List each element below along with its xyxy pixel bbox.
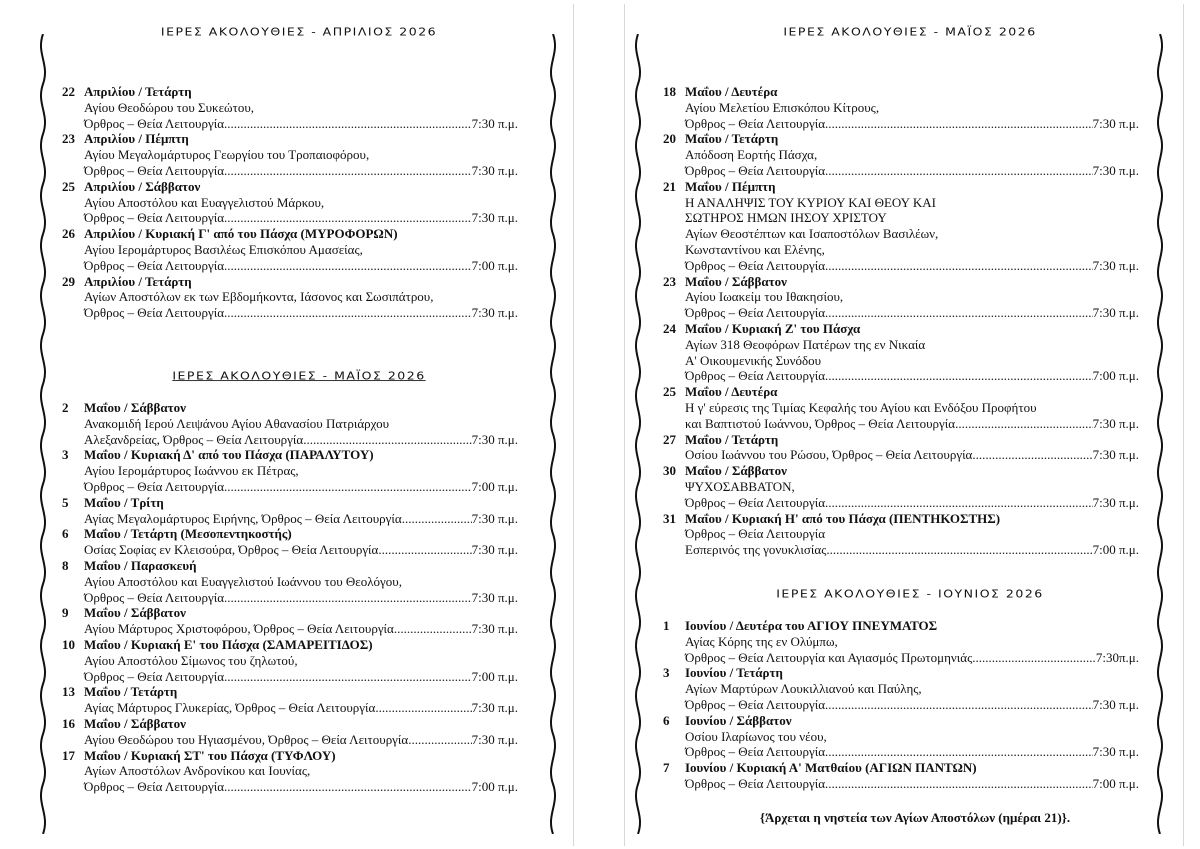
entry-day-number: 31 — [663, 510, 676, 526]
entry-time: 7:30 π.μ. — [1092, 415, 1139, 431]
entry-day-number: 13 — [62, 684, 75, 700]
entry-service-line — [62, 542, 518, 558]
entry-service-line — [663, 697, 1139, 713]
entry-date: Ιουνίου / Σάββατον — [685, 712, 792, 728]
schedule-entry — [62, 226, 518, 273]
entry-day-number: 30 — [663, 463, 676, 479]
entry-service: Όρθρος – Θεία Λειτουργία — [84, 115, 225, 131]
entry-time: 7:30 π.μ. — [471, 115, 518, 131]
schedule-entry — [663, 179, 1139, 274]
entry-service-line — [663, 650, 1139, 666]
schedule-entry — [663, 432, 1139, 464]
entry-service-line — [663, 744, 1139, 760]
entry-service: Αλεξανδρείας, Όρθρος – Θεία Λειτουργία — [84, 431, 304, 447]
entry-service: Όρθρος – Θεία Λειτουργία και Αγιασμός Πρωτομηνιάς — [685, 649, 973, 665]
entry-time: 7:30 π.μ. — [1092, 494, 1139, 510]
entry-description: ΨΥΧΟΣΑΒΒΑΤΟΝ, — [685, 478, 795, 494]
schedule-entry — [62, 637, 518, 684]
entry-service-line — [663, 258, 1139, 274]
header-may-left: ΙΕΡΕΣ ΑΚΟΛΟΥΘΙΕΣ - ΜΑΪΟΣ 2026 — [172, 369, 426, 382]
schedule-entry — [663, 665, 1139, 712]
entry-date: Μαΐου / Σάββατον — [84, 715, 186, 731]
entry-description: Αγίου Μεγαλομάρτυρος Γεωργίου του Τροπαιοφόρου, — [84, 147, 370, 163]
entry-time: 7:00 π.μ. — [471, 779, 518, 795]
entry-day-number: 17 — [62, 747, 75, 763]
schedule-entry — [62, 558, 518, 605]
dot-leader — [825, 305, 1093, 321]
entry-description: Όρθρος – Θεία Λειτουργία — [685, 526, 826, 542]
entry-time: 7:00 π.μ. — [1092, 368, 1139, 384]
entry-service-line — [62, 116, 518, 132]
entry-date: Μαΐου / Τετάρτη — [685, 431, 779, 447]
entry-date: Μαΐου / Σάββατον — [685, 273, 787, 289]
entry-time: 7:30 π.μ. — [1092, 257, 1139, 273]
entry-service: Αγίου Θεοδώρου του Ηγιασμένου, Όρθρος – Θεία Λειτουργία — [84, 731, 409, 747]
schedule-entry — [663, 713, 1139, 760]
entry-service-line — [62, 779, 518, 795]
entry-time: 7:30 π.μ. — [1092, 744, 1139, 760]
dot-leader — [303, 432, 471, 448]
entry-date: Απριλίου / Τετάρτη — [84, 84, 192, 99]
entry-service: Όρθρος – Θεία Λειτουργία — [84, 257, 225, 273]
entry-service-line — [663, 776, 1139, 792]
dot-leader — [224, 305, 472, 321]
dot-leader — [224, 590, 472, 606]
schedule-entry — [663, 760, 1139, 792]
entry-date: Μαΐου / Κυριακή Ζ' του Πάσχα — [685, 320, 861, 336]
entry-description: Αγίου Αποστόλου και Ευαγγελιστού Ιωάννου του Θεολόγου, — [84, 573, 402, 589]
entry-day-number: 1 — [663, 618, 670, 633]
entry-service-line — [62, 479, 518, 495]
entry-service: Όρθρος – Θεία Λειτουργία — [84, 478, 225, 494]
schedule-entry — [62, 400, 518, 447]
entry-description: Αγίου Ιωακείμ του Ιθακησίου, — [685, 289, 844, 305]
entry-description: Ανακομιδή Ιερού Λειψάνου Αγίου Αθανασίου Πατριάρχου — [84, 415, 390, 431]
dot-leader — [224, 479, 472, 495]
entry-time: 7:00 π.μ. — [471, 478, 518, 494]
entry-date: Μαΐου / Κυριακή Ε' του Πάσχα (ΣΑΜΑΡΕΙΤΙΔΟΣ) — [84, 636, 373, 652]
schedule-entry — [663, 463, 1139, 510]
dot-leader — [408, 732, 471, 748]
entry-time: 7:30 π.μ. — [471, 621, 518, 637]
vine-border-right-icon — [1153, 34, 1167, 834]
entry-time: 7:00 π.μ. — [471, 257, 518, 273]
entry-description: ΣΩΤΗΡΟΣ ΗΜΩΝ ΙΗΣΟΥ ΧΡΙΣΤΟΥ — [685, 210, 887, 226]
entry-date: Μαΐου / Δευτέρα — [685, 84, 778, 99]
dot-leader — [224, 258, 472, 274]
entry-service-line — [663, 447, 1139, 463]
entry-service: Όρθρος – Θεία Λειτουργία — [685, 162, 826, 178]
dot-leader — [825, 495, 1093, 511]
entries-april — [62, 84, 518, 321]
entry-description: Οσίου Ιλαρίωνος του νέου, — [685, 728, 827, 744]
entry-day-number: 3 — [663, 665, 670, 681]
entry-day-number: 6 — [62, 526, 69, 542]
dot-leader — [224, 116, 472, 132]
entry-time: 7:30π.μ. — [1095, 649, 1139, 665]
entry-time: 7:00 π.μ. — [1092, 542, 1139, 558]
entry-day-number: 23 — [663, 273, 676, 289]
entry-date: Απριλίου / Σάββατον — [84, 178, 201, 194]
entry-day-number: 29 — [62, 273, 75, 289]
schedule-entry — [62, 716, 518, 748]
entry-date: Μαΐου / Τετάρτη — [84, 684, 178, 700]
schedule-entry — [62, 447, 518, 494]
entry-date: Μαΐου / Τετάρτη (Μεσοπεντηκοστής) — [84, 526, 292, 542]
entry-service-line — [62, 700, 518, 716]
entry-service: και Βαπτιστού Ιωάννου, Όρθρος – Θεία Λειτουργία — [685, 415, 956, 431]
entry-day-number: 5 — [62, 494, 69, 510]
entries-may-right — [663, 84, 1139, 558]
entry-service: Όρθρος – Θεία Λειτουργία — [84, 305, 225, 321]
entry-day-number: 26 — [62, 226, 75, 242]
schedule-entry — [62, 495, 518, 527]
entry-description: Αγίων Θεοστέπτων και Ισαποστόλων Βασιλέων, — [685, 226, 939, 242]
entry-service: Εσπερινός της γονυκλισίας — [685, 542, 827, 558]
entry-date: Μαΐου / Τετάρτη — [685, 131, 779, 147]
entries-june — [663, 618, 1139, 792]
entry-description: Αγίου Αποστόλου και Ευαγγελιστού Μάρκου, — [84, 194, 325, 210]
vine-border-left-icon — [36, 34, 50, 834]
entry-day-number: 16 — [62, 715, 75, 731]
entry-day-number: 6 — [663, 712, 670, 728]
dot-leader — [825, 776, 1093, 792]
entry-day-number: 25 — [62, 178, 75, 194]
entry-time: 7:30 π.μ. — [471, 731, 518, 747]
entry-time: 7:30 π.μ. — [1092, 115, 1139, 131]
entry-time: 7:30 π.μ. — [1092, 696, 1139, 712]
entry-service-line — [663, 495, 1139, 511]
dot-leader — [394, 621, 472, 637]
schedule-entry — [663, 321, 1139, 384]
entry-time: 7:30 π.μ. — [471, 510, 518, 526]
entry-description: Αγίας Κόρης της εν Ολύμπω, — [685, 633, 838, 649]
entry-service: Όρθρος – Θεία Λειτουργία — [685, 115, 826, 131]
entry-service-line — [663, 368, 1139, 384]
header-may-right: ΙΕΡΕΣ ΑΚΟΛΟΥΘΙΕΣ - ΜΑΪΟΣ 2026 — [783, 25, 1037, 38]
entry-date: Απριλίου / Πέμπτη — [84, 131, 189, 147]
entry-date: Απριλίου / Τετάρτη — [84, 273, 192, 289]
entry-service: Όρθρος – Θεία Λειτουργία — [685, 257, 826, 273]
dot-leader — [825, 697, 1093, 713]
entry-time: 7:00 π.μ. — [471, 668, 518, 684]
entry-time: 7:30 π.μ. — [471, 589, 518, 605]
entry-time: 7:30 π.μ. — [471, 431, 518, 447]
entry-date: Μαΐου / Σάββατον — [84, 400, 186, 415]
entry-service-line — [62, 621, 518, 637]
entry-date: Μαΐου / Κυριακή Δ' από του Πάσχα (ΠΑΡΑΛΥΤΟΥ) — [84, 447, 374, 463]
entry-day-number: 23 — [62, 131, 75, 147]
dot-leader — [825, 744, 1093, 760]
entry-service-line — [663, 305, 1139, 321]
header-june: ΙΕΡΕΣ ΑΚΟΛΟΥΘΙΕΣ - ΙΟΥΝΙΟΣ 2026 — [776, 587, 1044, 600]
entry-day-number: 22 — [62, 84, 75, 99]
header-april: ΙΕΡΕΣ ΑΚΟΛΟΥΘΙΕΣ - ΑΠΡΙΛΙΟΣ 2026 — [160, 25, 438, 38]
schedule-entry — [62, 179, 518, 226]
entry-service: Οσίου Ιωάννου του Ρώσου, Όρθρος – Θεία Λειτουργία — [685, 447, 973, 463]
entry-service: Όρθρος – Θεία Λειτουργία — [84, 589, 225, 605]
entry-service: Όρθρος – Θεία Λειτουργία — [685, 744, 826, 760]
dot-leader — [224, 163, 472, 179]
dot-leader — [378, 542, 471, 558]
schedule-entry — [663, 618, 1139, 665]
entry-service: Όρθρος – Θεία Λειτουργία — [685, 696, 826, 712]
page-right — [624, 4, 1184, 846]
schedule-entry — [663, 131, 1139, 178]
entry-time: 7:30 π.μ. — [471, 210, 518, 226]
entry-service: Όρθρος – Θεία Λειτουργία — [685, 775, 826, 791]
entry-day-number: 27 — [663, 431, 676, 447]
entry-time: 7:30 π.μ. — [1092, 162, 1139, 178]
vine-border-right-icon — [546, 34, 560, 834]
entry-description: Αγίου Μελετίου Επισκόπου Κίτρους, — [685, 99, 880, 115]
entry-service-line — [62, 590, 518, 606]
entry-day-number: 24 — [663, 320, 676, 336]
entry-service: Όρθρος – Θεία Λειτουργία — [84, 162, 225, 178]
entry-description: Αγίου Θεοδώρου του Συκεώτου, — [84, 99, 255, 115]
entry-service: Όρθρος – Θεία Λειτουργία — [685, 368, 826, 384]
entry-service: Όρθρος – Θεία Λειτουργία — [685, 494, 826, 510]
entry-day-number: 3 — [62, 447, 69, 463]
entry-time: 7:00 π.μ. — [1092, 775, 1139, 791]
dot-leader — [955, 416, 1093, 432]
entry-service-line — [663, 116, 1139, 132]
schedule-entry — [62, 526, 518, 558]
entry-date: Ιουνίου / Κυριακή Α' Ματθαίου (ΑΓΙΩΝ ΠΑΝΤΩΝ) — [685, 760, 977, 776]
entry-service-line — [62, 210, 518, 226]
entry-day-number: 20 — [663, 131, 676, 147]
entry-date: Απριλίου / Κυριακή Γ' από του Πάσχα (ΜΥΡΟΦΟΡΩΝ) — [84, 226, 398, 242]
schedule-entry — [62, 84, 518, 131]
dot-leader — [224, 669, 472, 685]
entry-service-line — [62, 669, 518, 685]
entry-date: Ιουνίου / Δευτέρα του ΑΓΙΟΥ ΠΝΕΥΜΑΤΟΣ — [685, 618, 938, 633]
vine-border-left-icon — [631, 34, 645, 834]
entry-service: Όρθρος – Θεία Λειτουργία — [84, 210, 225, 226]
dot-leader — [825, 163, 1093, 179]
dot-leader — [224, 210, 472, 226]
entry-service: Οσίας Σοφίας εν Κλεισούρα, Όρθρος – Θεία Λειτουργία — [84, 542, 379, 558]
entry-day-number: 2 — [62, 400, 69, 415]
entry-description: Αγίων Αποστόλων εκ των Εβδομήκοντα, Ιάσονος και Σωσιπάτρου, — [84, 289, 434, 305]
entry-service-line — [62, 163, 518, 179]
entry-service-line — [62, 432, 518, 448]
entry-service-line — [62, 732, 518, 748]
entry-day-number: 8 — [62, 557, 69, 573]
entry-time: 7:30 π.μ. — [471, 162, 518, 178]
entry-service-line — [663, 542, 1139, 558]
entry-description: Αγίων Αποστόλων Ανδρονίκου και Ιουνίας, — [84, 763, 311, 779]
schedule-entry — [663, 84, 1139, 131]
entry-date: Μαΐου / Παρασκευή — [84, 557, 197, 573]
schedule-entry — [663, 274, 1139, 321]
dot-leader — [826, 542, 1092, 558]
entry-description: Αγίου Ιερομάρτυρος Βασιλέως Επισκόπου Αμασείας, — [84, 241, 363, 257]
entry-date: Μαΐου / Δευτέρα — [685, 384, 778, 400]
dot-leader — [825, 368, 1093, 384]
schedule-entry — [62, 605, 518, 637]
entry-description: Α' Οικουμενικής Συνόδου — [685, 352, 822, 368]
fast-note: {Άρχεται η νηστεία των Αγίων Αποστόλων (ημέραι 21)}. — [759, 810, 1071, 825]
entry-time: 7:30 π.μ. — [1092, 447, 1139, 463]
entry-service-line — [62, 258, 518, 274]
schedule-entry — [62, 748, 518, 795]
dot-leader — [375, 700, 471, 716]
entry-service-line — [62, 511, 518, 527]
entry-service-line — [663, 163, 1139, 179]
entry-description: Αγίου Αποστόλου Σίμωνος του ζηλωτού, — [84, 652, 298, 668]
schedule-entry — [62, 684, 518, 716]
entry-date: Μαΐου / Σάββατον — [685, 463, 787, 479]
entry-date: Μαΐου / Πέμπτη — [685, 178, 776, 194]
dot-leader — [825, 258, 1093, 274]
entry-time: 7:30 π.μ. — [471, 700, 518, 716]
entry-description: Αγίων Μαρτύρων Λουκιλλιανού και Παύλης, — [685, 681, 922, 697]
dot-leader — [972, 447, 1092, 463]
entry-description: Αγίου Ιερομάρτυρος Ιωάννου εκ Πέτρας, — [84, 463, 299, 479]
entry-service: Όρθρος – Θεία Λειτουργία — [84, 779, 225, 795]
schedule-entry — [62, 131, 518, 178]
schedule-entry — [62, 274, 518, 321]
entry-service-line — [663, 416, 1139, 432]
page-left — [14, 4, 574, 846]
entry-time: 7:30 π.μ. — [471, 542, 518, 558]
entry-date: Ιουνίου / Τετάρτη — [685, 665, 783, 681]
entry-date: Μαΐου / Κυριακή Η' από του Πάσχα (ΠΕΝΤΗΚΟΣΤΗΣ) — [685, 510, 1001, 526]
entry-service: Αγίου Μάρτυρος Χριστοφόρου, Όρθρος – Θεία Λειτουργία — [84, 621, 394, 637]
entry-description: Αγίων 318 Θεοφόρων Πατέρων της εν Νικαία — [685, 336, 926, 352]
entry-date: Μαΐου / Σάββατον — [84, 605, 186, 621]
entry-description: Η ΑΝΑΛΗΨΙΣ ΤΟΥ ΚΥΡΙΟΥ ΚΑΙ ΘΕΟΥ ΚΑΙ — [685, 194, 936, 210]
schedule-entry — [663, 511, 1139, 558]
entry-date: Μαΐου / Τρίτη — [84, 494, 164, 510]
dot-leader — [972, 650, 1096, 666]
entry-service: Αγίας Μεγαλομάρτυρος Ειρήνης, Όρθρος – Θεία Λειτουργία — [84, 510, 402, 526]
entry-day-number: 7 — [663, 760, 670, 776]
dot-leader — [224, 779, 472, 795]
entry-date: Μαΐου / Κυριακή ΣΤ' του Πάσχα (ΤΥΦΛΟΥ) — [84, 747, 336, 763]
entry-day-number: 9 — [62, 605, 69, 621]
entry-service: Όρθρος – Θεία Λειτουργία — [685, 305, 826, 321]
entry-time: 7:30 π.μ. — [471, 305, 518, 321]
entry-day-number: 21 — [663, 178, 676, 194]
entry-service: Αγίας Μάρτυρος Γλυκερίας, Όρθρος – Θεία Λειτουργία — [84, 700, 376, 716]
entry-day-number: 18 — [663, 84, 676, 99]
entry-time: 7:30 π.μ. — [1092, 305, 1139, 321]
entry-service-line — [62, 305, 518, 321]
entries-may-left — [62, 400, 518, 795]
entry-description: Απόδοση Εορτής Πάσχα, — [685, 147, 818, 163]
entry-description: Κωνσταντίνου και Ελένης, — [685, 241, 825, 257]
schedule-entry — [663, 384, 1139, 431]
entry-description: Η γ' εύρεσις της Τιμίας Κεφαλής του Αγίου και Ενδόξου Προφήτου — [685, 399, 1037, 415]
entry-day-number: 25 — [663, 384, 676, 400]
dot-leader — [825, 116, 1093, 132]
entry-service: Όρθρος – Θεία Λειτουργία — [84, 668, 225, 684]
entry-day-number: 10 — [62, 636, 75, 652]
dot-leader — [402, 511, 472, 527]
